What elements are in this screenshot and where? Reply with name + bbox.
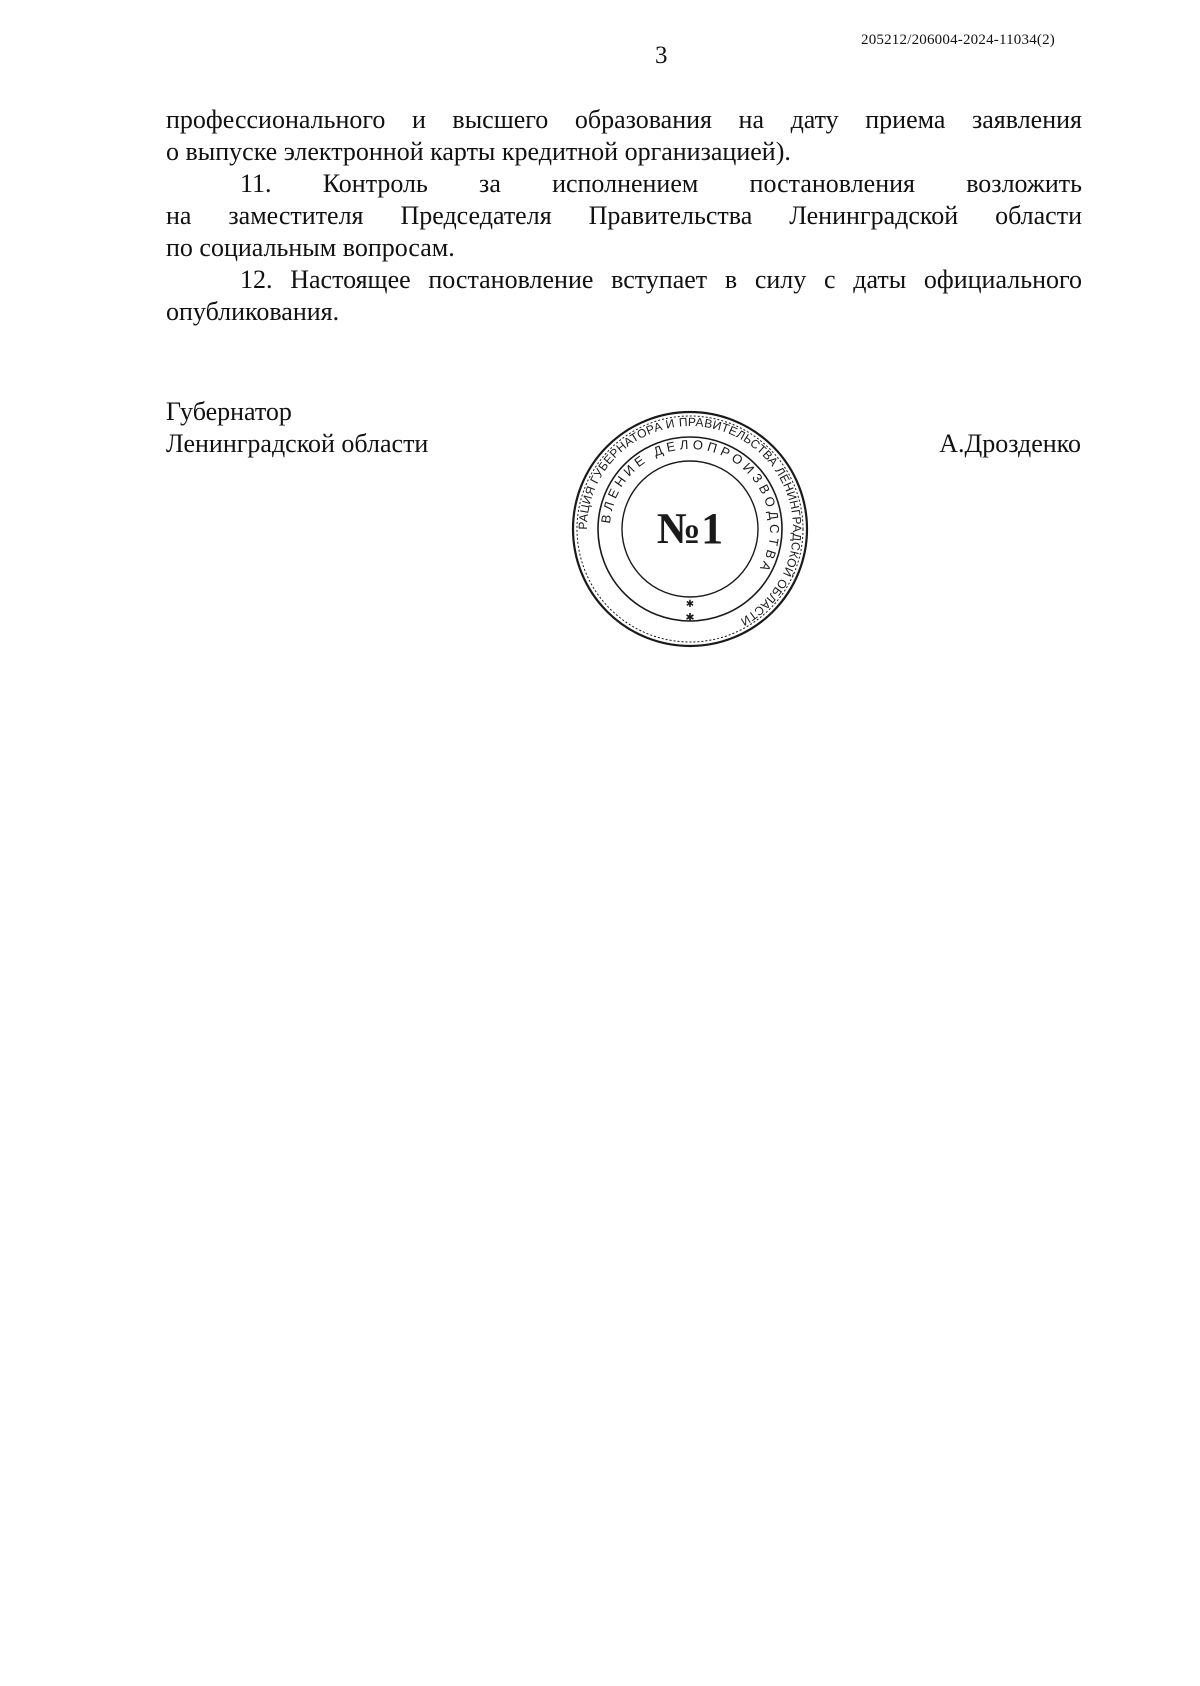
seal-star-icon: ✱ [685,599,695,610]
paragraph-line: опубликования. [166,297,340,326]
signatory-name: А.Дрозденко [939,429,1081,458]
document-body [166,104,1082,328]
paragraph-line: на заместителя Председателя Правительства Ленинградской области [166,201,1082,230]
paragraph-line: о выпуске электронной карты кредитной организацией). [166,137,791,166]
paragraph-line: 12. Настоящее постановление вступает в силу с даты официального [240,265,1082,294]
signatory-title [166,396,428,460]
official-seal [570,409,810,649]
paragraph-line: 11. Контроль за исполнением постановления возложить [240,169,1082,198]
paragraph-line: по социальным вопросам. [166,233,455,262]
signatory-title-line: Ленинградской области [166,429,429,458]
paragraph-continuation [166,104,1082,168]
page-number: 3 [655,42,668,69]
seal-outer-text: РАЦИЯ ГУБЕРНАТОРА И ПРАВИТЕЛЬСТВА ЛЕНИНГРАДСКОЙ ОБЛАСТИ [575,414,805,629]
seal-inner-text: ВЛЕНИЕ ДЕЛОПРОИЗВОДСТВА [598,436,783,578]
signatory-title-line: Губернатор [166,397,292,426]
item-11 [166,168,1082,264]
seal-star-icon: ✱ [685,611,695,624]
seal-graphic [570,409,810,649]
item-12 [166,264,1082,328]
paragraph-line: профессионального и высшего образования на дату приема заявления [166,105,1082,134]
seal-center-text: №1 [656,504,724,553]
document-id: 205212/206004-2024-11034(2) [861,32,1055,48]
